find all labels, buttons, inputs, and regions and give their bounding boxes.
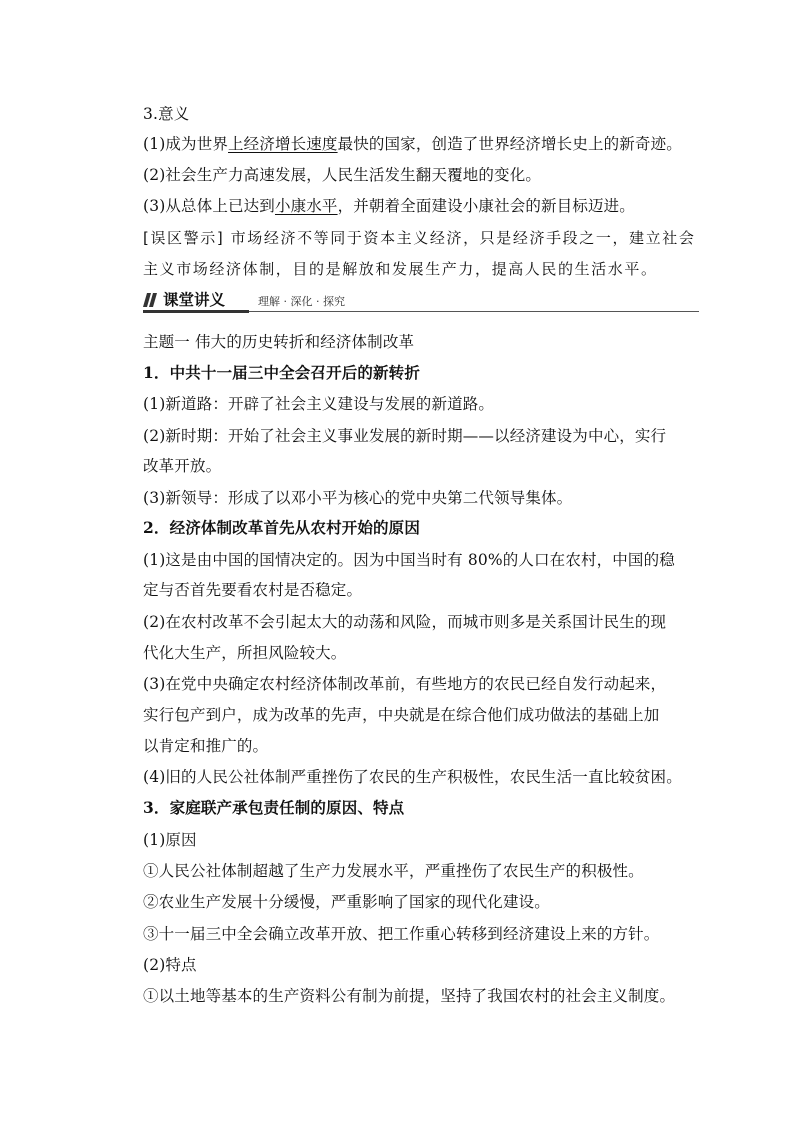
list-item: ①以土地等基本的生产资料公有制为前提，坚持了我国农村的社会主义制度。: [143, 987, 676, 1005]
banner-rule: [249, 311, 699, 312]
paragraph: [143, 195, 635, 217]
paragraph: (3)在党中央确定农村经济体制改革前，有些地方的农民已经自发行动起来，: [143, 675, 667, 693]
paragraph: (2)新时期：开始了社会主义事业发展的新时期——以经济建设为中心，实行: [143, 427, 667, 445]
text-run: ，并朝着全面建设小康社会的新目标迈进。: [337, 197, 635, 215]
underlined-term: 上经济增长速度: [228, 135, 338, 153]
banner-title: 课堂讲义: [163, 291, 226, 309]
section-banner: [143, 290, 699, 314]
paragraph: 以肯定和推广的。: [143, 737, 269, 755]
banner-subtitle: 理解 · 深化 · 探究: [258, 295, 345, 308]
paragraph: (1)新道路：开辟了社会主义建设与发展的新道路。: [143, 395, 495, 413]
slash-mark-icon: [143, 293, 157, 307]
list-item: ②农业生产发展十分缓慢，严重影响了国家的现代化建设。: [143, 893, 550, 911]
list-item: ③十一届三中全会确立改革开放、把工作重心转移到经济建设上来的方针。: [143, 925, 660, 943]
paragraph: (3)新领导：形成了以邓小平为核心的党中央第二代领导集体。: [143, 489, 573, 507]
warning-note: [误区警示] 市场经济不等同于资本主义经济，只是经济手段之一，建立社会: [143, 229, 696, 247]
paragraph: (2)社会生产力高速发展，人民生活发生翻天覆地的变化。: [143, 166, 542, 184]
sub-subheading: (1)原因: [143, 831, 197, 849]
subheading: 2．经济体制改革首先从农村开始的原因: [143, 518, 420, 537]
theme-title: 主题一 伟大的历史转折和经济体制改革: [143, 333, 415, 351]
paragraph: 代化大生产，所担风险较大。: [143, 644, 347, 662]
paragraph: [143, 133, 682, 155]
paragraph: 改革开放。: [143, 457, 222, 475]
text-run: (3)从总体上已达到: [143, 197, 275, 215]
banner-rule: [143, 310, 249, 313]
paragraph: (1)这是由中国的国情决定的。因为中国当时有 80%的人口在农村，中国的稳: [143, 551, 675, 569]
section-heading: 3.意义: [143, 105, 190, 123]
warning-note: 主义市场经济体制，目的是解放和发展生产力，提高人民的生活水平。: [143, 260, 658, 278]
paragraph: 实行包产到户，成为改革的先声，中央就是在综合他们成功做法的基础上加: [143, 706, 660, 724]
subheading: 3．家庭联产承包责任制的原因、特点: [143, 798, 405, 817]
sub-subheading: (2)特点: [143, 956, 197, 974]
paragraph: (4)旧的人民公社体制严重挫伤了农民的生产积极性，农民生活一直比较贫困。: [143, 768, 682, 786]
paragraph: 定与否首先要看农村是否稳定。: [143, 581, 363, 599]
text-run: 最快的国家，创造了世界经济增长史上的新奇迹。: [337, 135, 682, 153]
paragraph: (2)在农村改革不会引起太大的动荡和风险，而城市则多是关系国计民生的现: [143, 613, 667, 631]
underlined-term: 小康水平: [274, 197, 338, 215]
subheading: 1．中共十一届三中全会召开后的新转折: [143, 363, 420, 382]
list-item: ①人民公社体制超越了生产力发展水平，严重挫伤了农民生产的积极性。: [143, 862, 644, 880]
text-run: (1)成为世界: [143, 135, 229, 153]
